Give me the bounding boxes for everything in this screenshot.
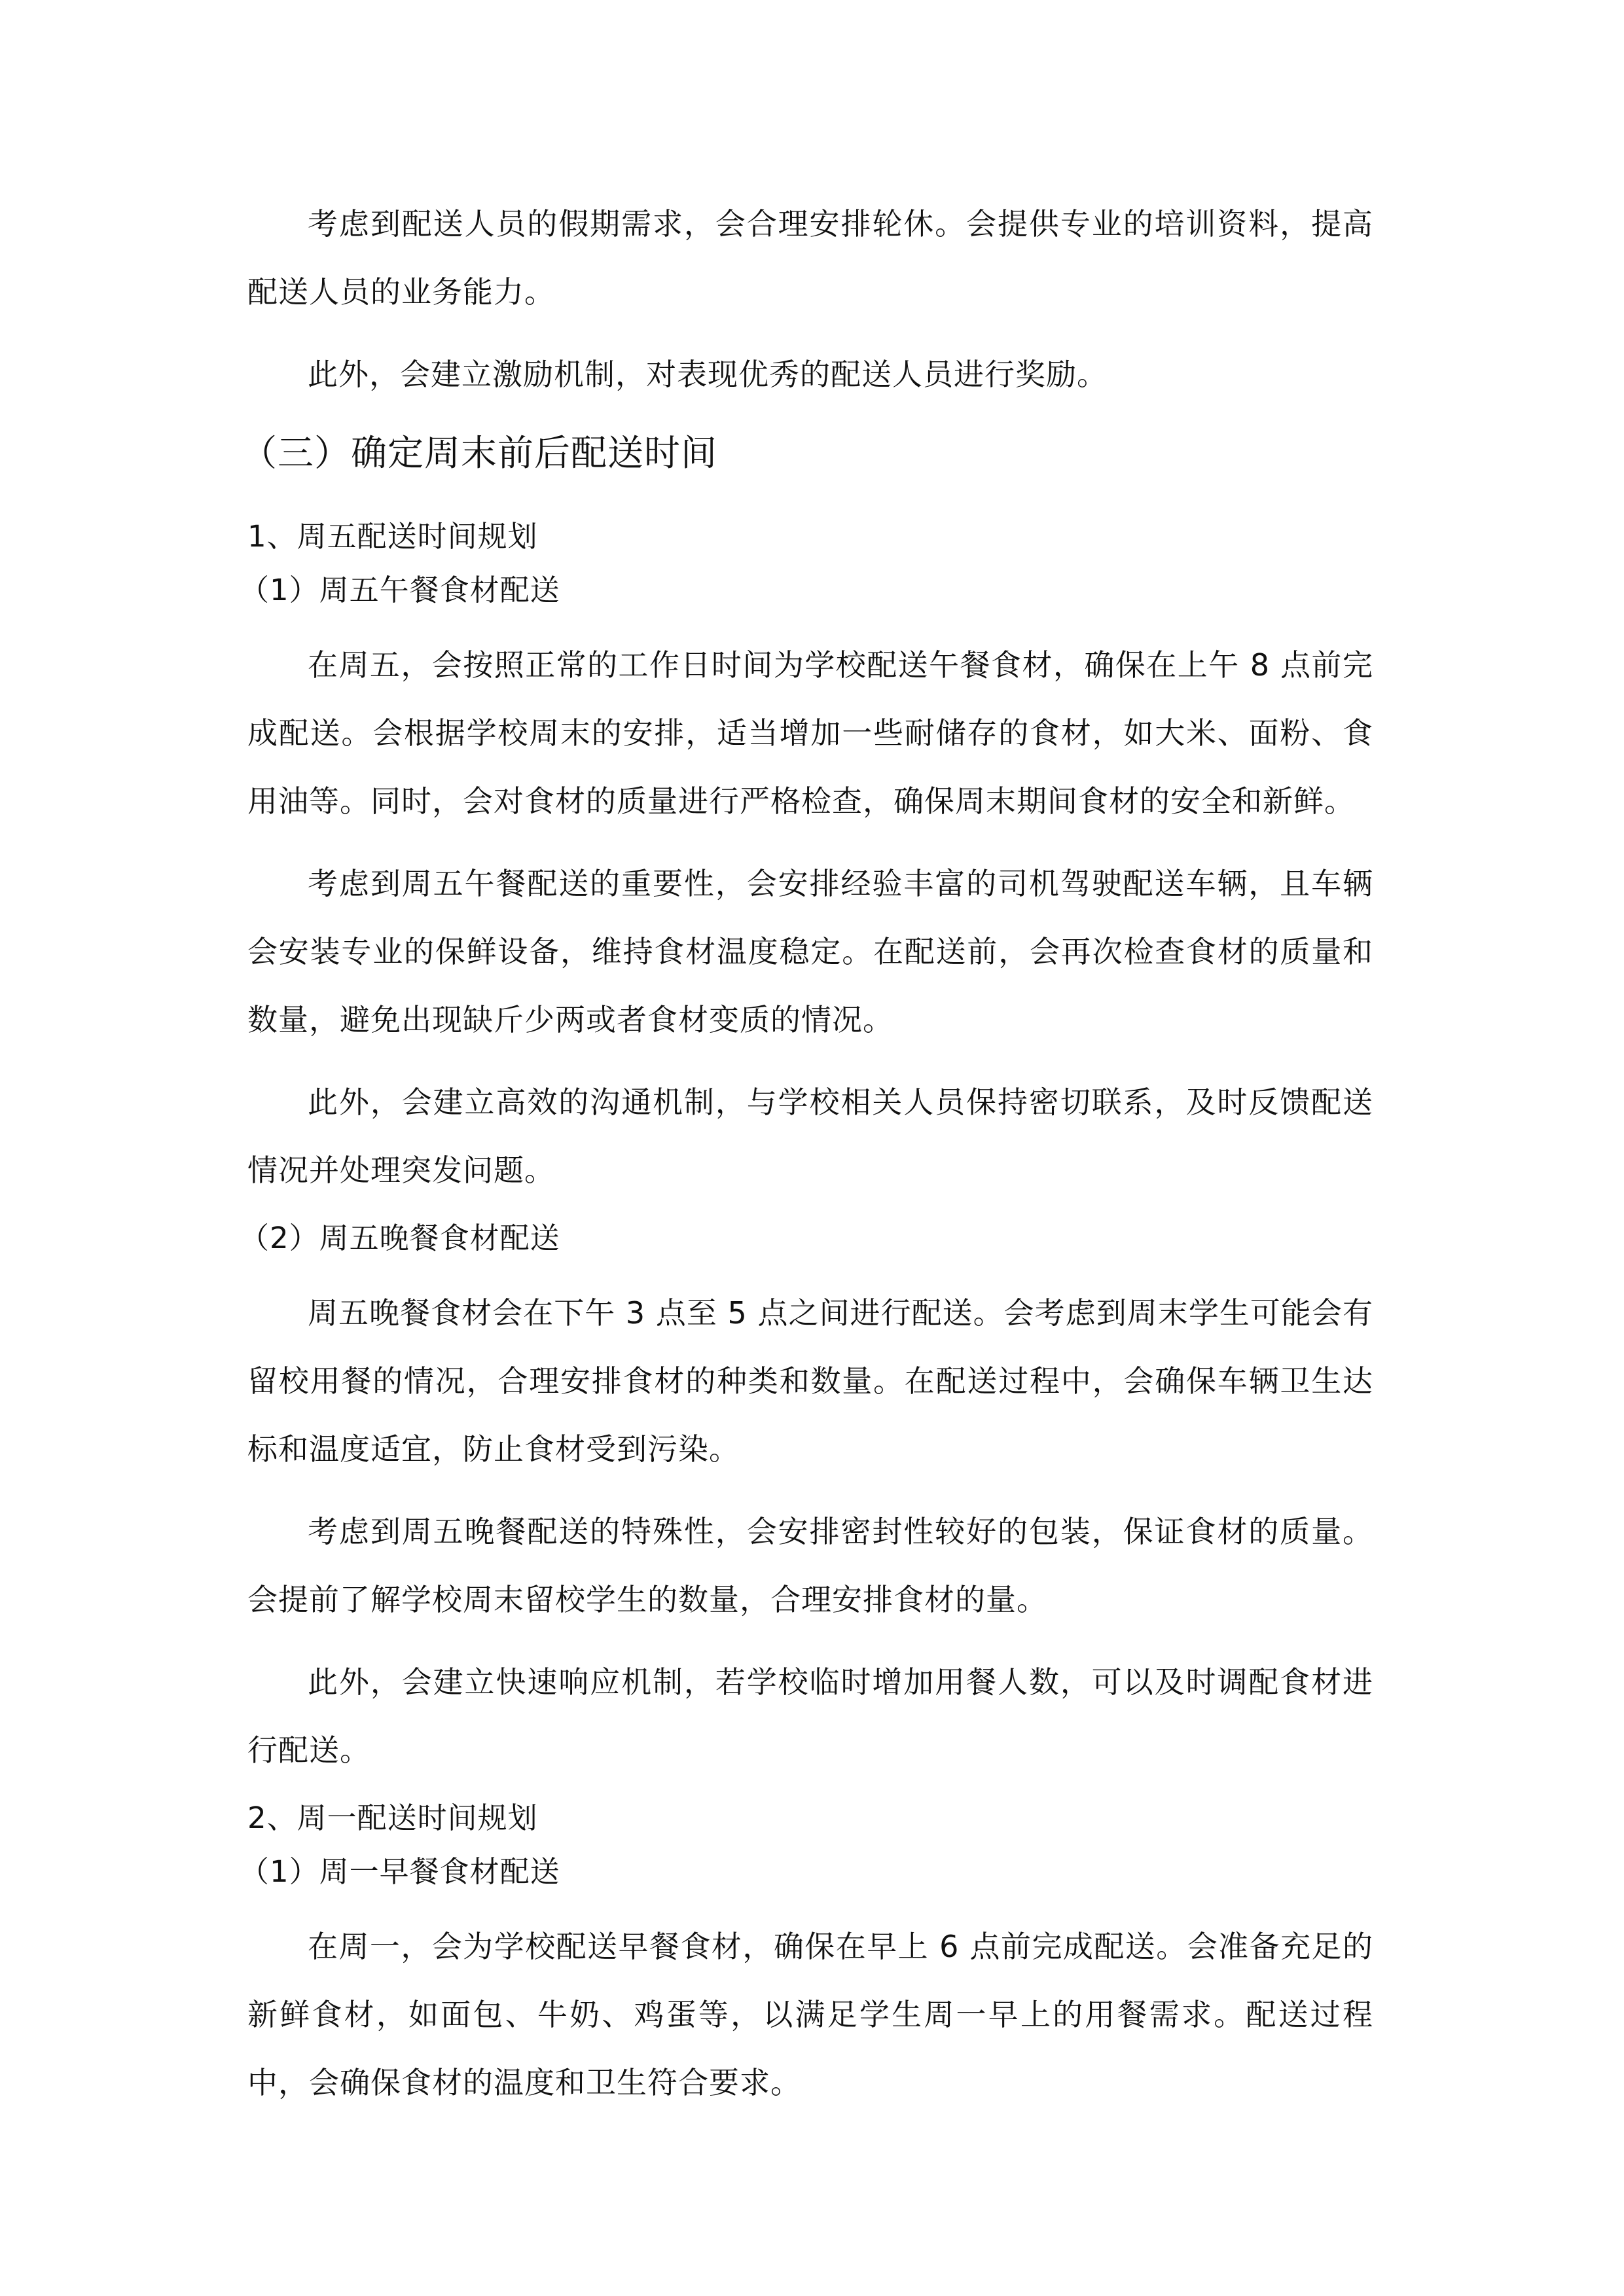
- paragraph: 此外，会建立高效的沟通机制，与学校相关人员保持密切联系，及时反馈配送情况并处理突发问题。: [247, 1085, 1373, 1188]
- paragraph: 考虑到周五晚餐配送的特殊性，会安排密封性较好的包装，保证食材的质量。会提前了解学校周末留校学生的数量，合理安排食材的量。: [247, 1514, 1373, 1617]
- paragraph: 考虑到周五午餐配送的重要性，会安排经验丰富的司机驾驶配送车辆，且车辆会安装专业的保鲜设备，维持食材温度稳定。在配送前，会再次检查食材的质量和数量，避免出现缺斤少两或者食材变质的情况。: [247, 866, 1373, 1037]
- paragraph: 此外，会建立快速响应机制，若学校临时增加用餐人数，可以及时调配食材进行配送。: [247, 1664, 1373, 1768]
- paragraph: 在周一，会为学校配送早餐食材，确保在早上 6 点前完成配送。会准备充足的新鲜食材，如面包、牛奶、鸡蛋等，以满足学生周一早上的用餐需求。配送过程中，会确保食材的温度和卫生符合要求。: [247, 1929, 1373, 2100]
- document-page: [240, 190, 1373, 2131]
- item-title-friday-dinner: （2）周五晚餐食材配送: [240, 1221, 560, 1255]
- subsection-title-friday: 1、周五配送时间规划: [247, 519, 538, 554]
- item-title-friday-lunch: （1）周五午餐食材配送: [240, 573, 560, 607]
- paragraph: 考虑到配送人员的假期需求，会合理安排轮休。会提供专业的培训资料，提高配送人员的业务能力。: [247, 206, 1373, 310]
- section-title: （三）确定周末前后配送时间: [241, 432, 718, 474]
- paragraph: 周五晚餐食材会在下午 3 点至 5 点之间进行配送。会考虑到周末学生可能会有留校用餐的情况，合理安排食材的种类和数量。在配送过程中，会确保车辆卫生达标和温度适宜，防止食材受到污染。: [247, 1295, 1373, 1467]
- subsection-title-monday: 2、周一配送时间规划: [247, 1801, 538, 1835]
- paragraph: 此外，会建立激励机制，对表现优秀的配送人员进行奖励。: [308, 357, 1108, 392]
- item-title-monday-breakfast: （1）周一早餐食材配送: [240, 1854, 560, 1889]
- paragraph: 在周五，会按照正常的工作日时间为学校配送午餐食材，确保在上午 8 点前完成配送。会根据学校周末的安排，适当增加一些耐储存的食材，如大米、面粉、食用油等。同时，会对食材的质量进行严格检查，确保周末期间食材的安全和新鲜。: [247, 647, 1373, 819]
